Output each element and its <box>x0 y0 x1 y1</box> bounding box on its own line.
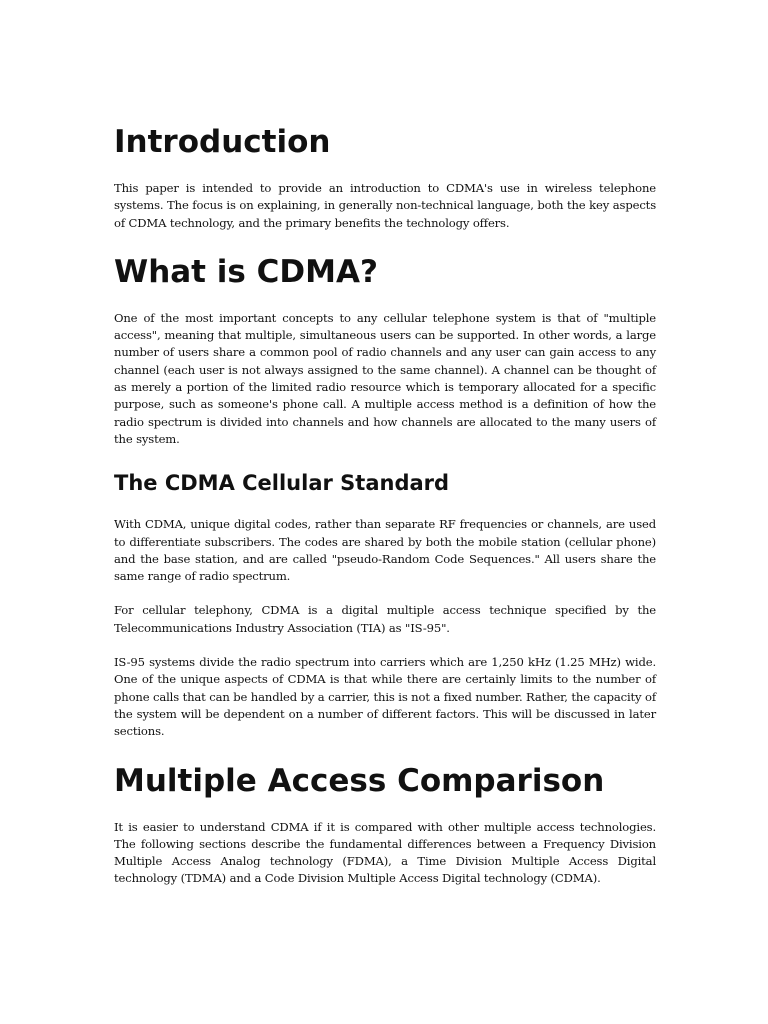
paragraph-cdma-standard-3: IS-95 systems divide the radio spectrum into carriers which are 1,250 kHz (1.25 MHz) wide. One of the unique aspects of CDMA is that while there are certainly limits to the number of phone calls that can be handled by a carrier, this is not a fixed number. Rather, the capacity of the system will be dependent on a number of different factors. This will be discussed in later sections. <box>114 655 656 739</box>
heading-what-is-cdma: What is CDMA? <box>114 253 378 290</box>
document-page <box>114 120 656 888</box>
heading-cdma-cellular-standard: The CDMA Cellular Standard <box>114 471 450 496</box>
paragraph-cdma-standard-1: With CDMA, unique digital codes, rather than separate RF frequencies or channels, are used to differentiate subscribers. The codes are shared by both the mobile station (cellular phone) and the base station, and are called "pseudo-Random Code Sequences." All users share the same range of radio spectrum. <box>114 517 656 584</box>
paragraph-cdma-standard-2: For cellular telephony, CDMA is a digital multiple access technique specified by the Telecommunications Industry Association (TIA) as "IS-95". <box>114 603 656 635</box>
paragraph-introduction: This paper is intended to provide an introduction to CDMA's use in wireless telephone systems. The focus is on explaining, in generally non-technical language, both the key aspects of CDMA technology, and the primary benefits the technology offers. <box>114 181 656 230</box>
paragraph-multiple-access-comparison: It is easier to understand CDMA if it is compared with other multiple access technologies. The following sections describe the fundamental differences between a Frequency Division Multiple Access Analog technology (FDMA), a Time Division Multiple Access Digital technology (TDMA) and a Code Division Multiple Access Digital technology (CDMA). <box>114 819 656 886</box>
paragraph-what-is-cdma: One of the most important concepts to any cellular telephone system is that of "multiple access", meaning that multiple, simultaneous users can be supported. In other words, a large number of users share a common pool of radio channels and any user can gain access to any channel (each user is not always assigned to the same channel). A channel can be thought of as merely a portion of the limited radio resource which is temporary allocated for a specific purpose, such as someone's phone call. A multiple access method is a definition of how the radio spectrum is divided into channels and how channels are allocated to the many users of the system. <box>114 310 656 446</box>
heading-introduction: Introduction <box>114 124 331 160</box>
heading-multiple-access-comparison: Multiple Access Comparison <box>114 762 605 799</box>
